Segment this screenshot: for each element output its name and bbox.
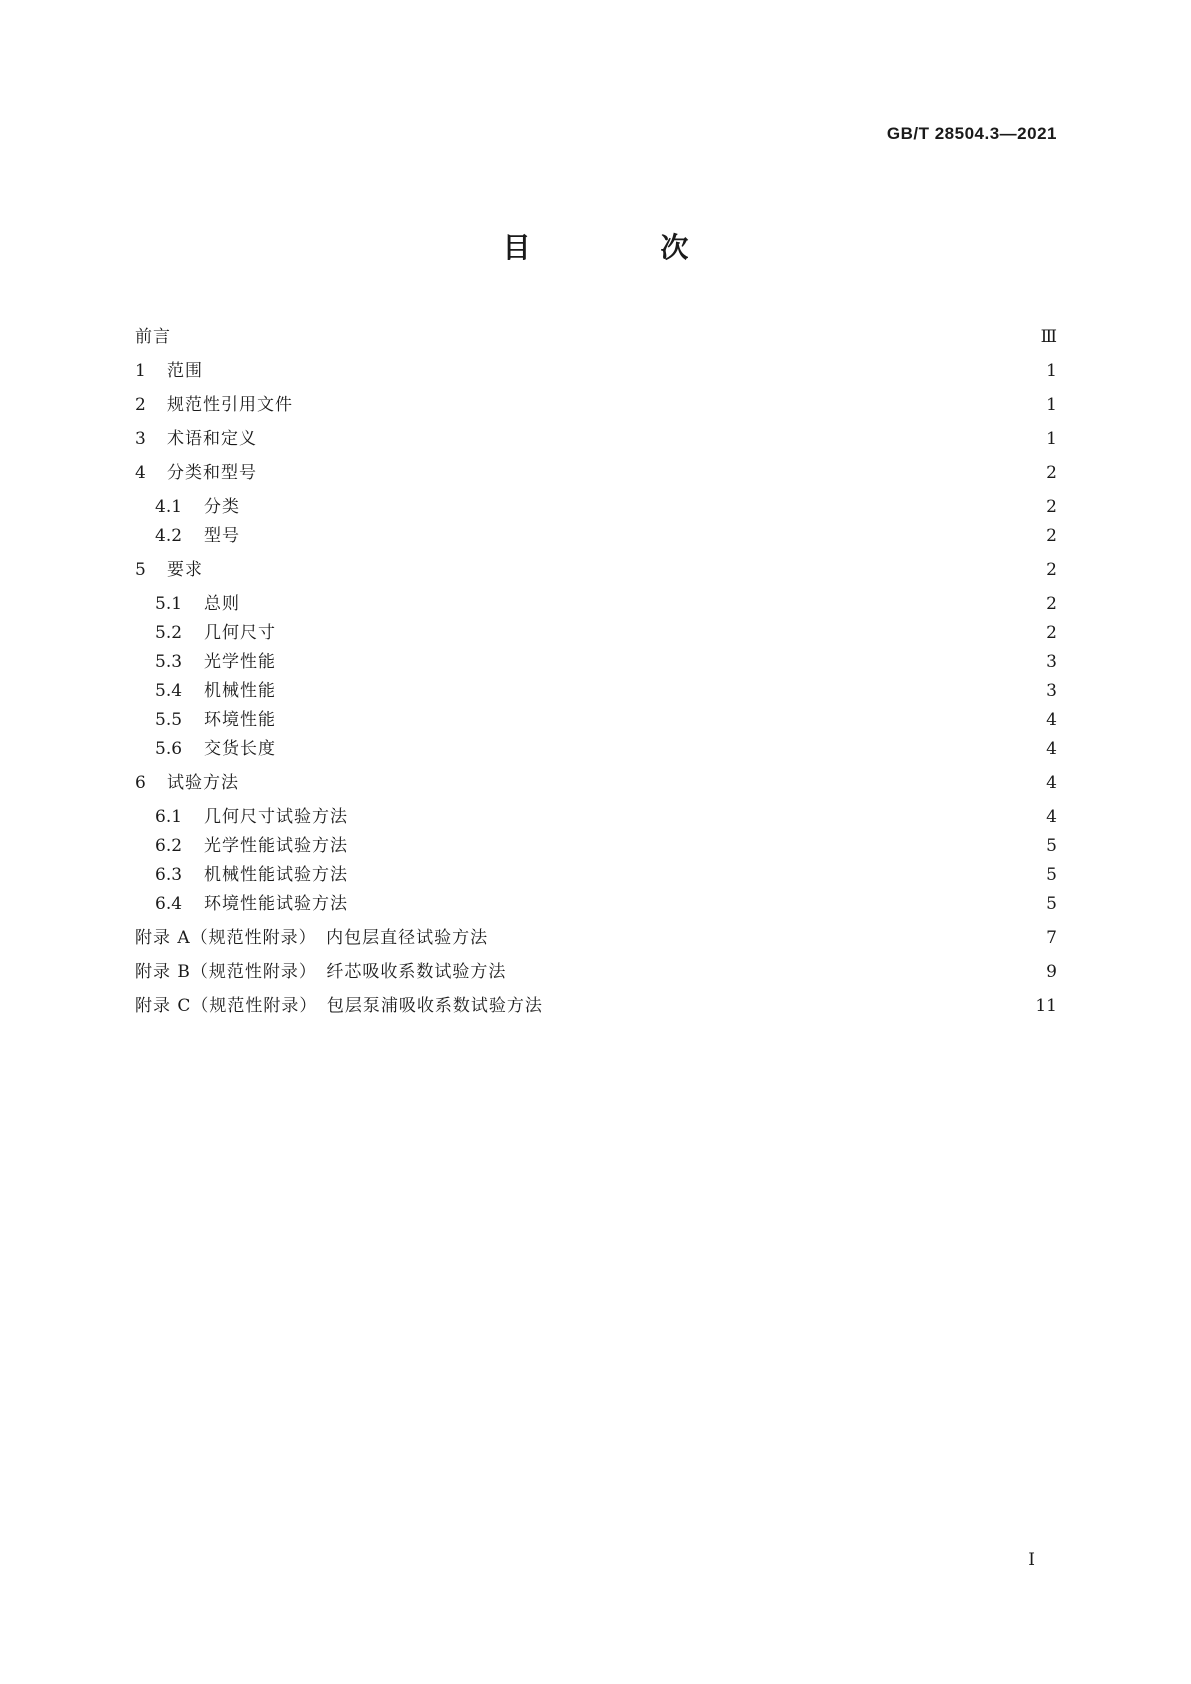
toc-leader-dots (356, 805, 1038, 829)
toc-entry-5-1[interactable] (155, 592, 1057, 616)
toc-entry-page: 3 (1046, 652, 1057, 672)
toc-entry-page: 5 (1046, 865, 1057, 885)
toc-leader-dots (248, 592, 1038, 616)
toc-entry-label: 光学性能试验方法 (204, 836, 348, 856)
toc-entry-5-3[interactable] (155, 650, 1057, 674)
toc-leader-dots (265, 461, 1038, 485)
toc-entry-label: 前言 (135, 327, 171, 347)
toc-entry-label: 附录 B（规范性附录） 纤芯吸收系数试验方法 (135, 962, 507, 982)
toc-entry-number: 5.6 (155, 739, 183, 759)
toc-entry-number: 5.2 (155, 623, 183, 643)
toc-leader-dots (284, 708, 1038, 732)
toc-entry-label: 范围 (167, 361, 203, 381)
toc-entry-number: 5.4 (155, 681, 183, 701)
toc-entry-page: 3 (1046, 681, 1057, 701)
toc-entry-page: 4 (1046, 739, 1057, 759)
toc-entry-number: 6.3 (155, 865, 183, 885)
toc-entry-label: 试验方法 (167, 773, 239, 793)
toc-entry-6-3[interactable] (155, 863, 1057, 887)
toc-entry-page: 1 (1046, 361, 1057, 381)
toc-leader-dots (551, 994, 1027, 1018)
toc-entry-label: 总则 (204, 594, 240, 614)
toc-entry-label: 环境性能 (204, 710, 276, 730)
toc-entry-label: 机械性能试验方法 (204, 865, 348, 885)
toc-entry-label: 几何尺寸 (204, 623, 276, 643)
toc-entry-label: 光学性能 (204, 652, 276, 672)
toc-entry-4-1[interactable] (155, 495, 1057, 519)
toc-entry-number: 4 (135, 463, 146, 483)
toc-entry-number: 6.4 (155, 894, 183, 914)
toc-entry-page: 2 (1046, 623, 1057, 643)
toc-entry-4[interactable] (135, 461, 1057, 485)
toc-entry-6-4[interactable] (155, 892, 1057, 916)
toc-entry-number: 4.2 (155, 526, 183, 546)
toc-leader-dots (301, 393, 1038, 417)
toc-entry-6-1[interactable] (155, 805, 1057, 829)
toc-leader-dots (356, 892, 1038, 916)
toc-entry-page: 4 (1046, 710, 1057, 730)
toc-entry-page: 2 (1046, 526, 1057, 546)
toc-entry-page: 5 (1046, 836, 1057, 856)
toc-entry-5-5[interactable] (155, 708, 1057, 732)
toc-entry-page: 2 (1046, 497, 1057, 517)
toc-entry-page: 4 (1046, 807, 1057, 827)
toc-entry-page: 1 (1046, 429, 1057, 449)
toc-entry-4-2[interactable] (155, 524, 1057, 548)
toc-entry-number: 2 (135, 395, 146, 415)
toc-entry-page: 11 (1035, 996, 1057, 1016)
toc-entry-page: 2 (1046, 560, 1057, 580)
toc-entry-label: 机械性能 (204, 681, 276, 701)
toc-entry-number: 5 (135, 560, 146, 580)
standard-code: GB/T 28504.3—2021 (886, 124, 1057, 143)
toc-entry-page: 5 (1046, 894, 1057, 914)
toc-entry-5-2[interactable] (155, 621, 1057, 645)
toc-leader-dots (284, 621, 1038, 645)
toc-entry-3[interactable] (135, 427, 1057, 451)
toc-entry-label: 要求 (167, 560, 203, 580)
toc-entry-5-4[interactable] (155, 679, 1057, 703)
toc-entry-number: 4.1 (155, 497, 183, 517)
toc-title: 目 次 (502, 231, 749, 264)
toc-entry-label: 分类 (204, 497, 240, 517)
toc-entry-6-2[interactable] (155, 834, 1057, 858)
toc-entry-2[interactable] (135, 393, 1057, 417)
toc-entry-number: 3 (135, 429, 146, 449)
toc-leader-dots (248, 524, 1038, 548)
toc-entry-number: 5.1 (155, 594, 183, 614)
toc-entry-page: 4 (1046, 773, 1057, 793)
toc-entry-5[interactable] (135, 558, 1057, 582)
toc-entry-6[interactable] (135, 771, 1057, 795)
toc-entry-number: 6 (135, 773, 146, 793)
toc-entry-label: 型号 (204, 526, 240, 546)
toc-leader-dots (496, 926, 1038, 950)
toc-leader-dots (356, 834, 1038, 858)
toc-leader-dots (179, 325, 1033, 349)
toc-leader-dots (247, 771, 1038, 795)
toc-leader-dots (211, 359, 1038, 383)
toc-entry-page: 9 (1046, 962, 1057, 982)
toc-entry-page: 7 (1046, 928, 1057, 948)
toc-entry-label: 环境性能试验方法 (204, 894, 348, 914)
toc-entry-number: 5.5 (155, 710, 183, 730)
toc-entry-page: Ⅲ (1040, 327, 1057, 347)
toc-leader-dots (248, 495, 1038, 519)
toc-entry-label: 交货长度 (204, 739, 276, 759)
toc-leader-dots (211, 558, 1038, 582)
toc-leader-dots (265, 427, 1038, 451)
toc-leader-dots (284, 650, 1038, 674)
toc-entry-label: 术语和定义 (167, 429, 257, 449)
toc-entry-page: 1 (1046, 395, 1057, 415)
toc-leader-dots (356, 863, 1038, 887)
toc-entry-number: 5.3 (155, 652, 183, 672)
toc-leader-dots (514, 960, 1038, 984)
toc-entry-label: 规范性引用文件 (167, 395, 293, 415)
toc-entry-number: 6.2 (155, 836, 183, 856)
toc-entry-5-6[interactable] (155, 737, 1057, 761)
toc-entry-foreword[interactable] (135, 325, 1057, 349)
toc-entry-page: 2 (1046, 594, 1057, 614)
toc-entry-annex-a[interactable] (135, 926, 1057, 950)
toc-entry-1[interactable] (135, 359, 1057, 383)
toc-leader-dots (284, 737, 1038, 761)
toc-entry-label: 分类和型号 (167, 463, 257, 483)
page-number: I (1028, 1550, 1035, 1570)
toc-entry-label: 附录 C（规范性附录） 包层泵浦吸收系数试验方法 (135, 996, 543, 1016)
toc-leader-dots (284, 679, 1038, 703)
toc-entry-page: 2 (1046, 463, 1057, 483)
toc-entry-label: 几何尺寸试验方法 (204, 807, 348, 827)
toc-entry-label: 附录 A（规范性附录） 内包层直径试验方法 (135, 928, 489, 948)
toc-entry-annex-c[interactable] (135, 994, 1057, 1018)
toc-entry-annex-b[interactable] (135, 960, 1057, 984)
toc-entry-number: 1 (135, 361, 146, 381)
toc-entry-number: 6.1 (155, 807, 183, 827)
